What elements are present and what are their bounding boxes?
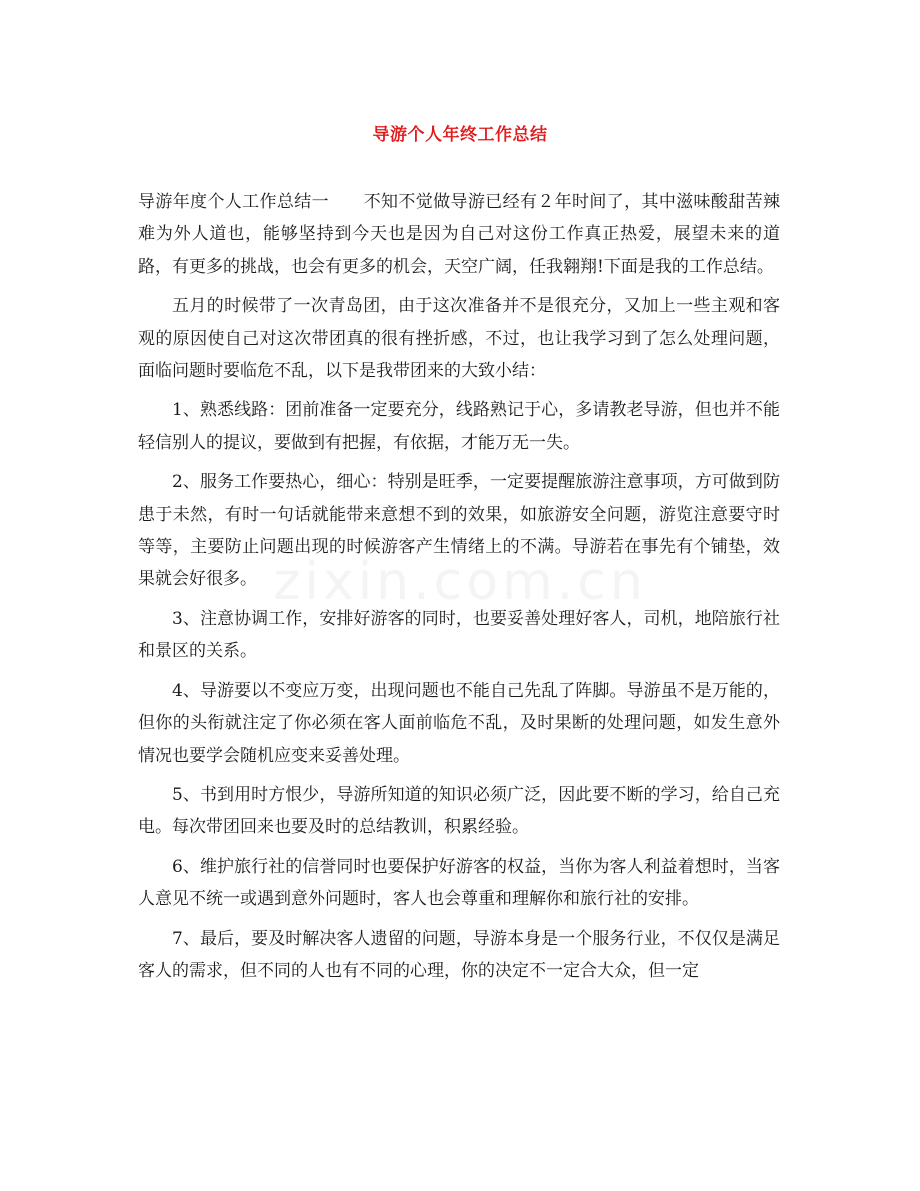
paragraph-item-2: 2、服务工作要热心，细心：特别是旺季，一定要提醒旅游注意事项，方可做到防患于未然，有时一句话就能带来意想不到的效果，如旅游安全问题，游览注意要守时等等，主要防止问题出现的时候游客产生情绪上的不满。导游若在事先有个铺垫，效果就会好很多。 <box>138 472 780 590</box>
paragraph-item-1: 1、熟悉线路：团前准备一定要充分，线路熟记于心，多请教老导游，但也并不能轻信别人的提议，要做到有把握，有依据，才能万无一失。 <box>138 400 780 453</box>
paragraph-intro: 导游年度个人工作总结一 不知不觉做导游已经有２年时间了，其中滋味酸甜苦辣难为外人道也，能够坚持到今天也是因为自己对这份工作真正热爱，展望未来的道路，有更多的挑战，也会有更多的机会，天空广阔，任我翱翔!下面是我的工作总结。 <box>138 192 780 277</box>
paragraph-item-7: 7、最后，要及时解决客人遗留的问题，导游本身是一个服务行业，不仅仅是满足客人的需求，但不同的人也有不同的心理，你的决定不一定合大众，但一定 <box>138 928 780 981</box>
paragraph-qingdao-trip: 五月的时候带了一次青岛团，由于这次准备并不是很充分，又加上一些主观和客观的原因使自己对这次带团真的很有挫折感，不过，也让我学习到了怎么处理问题，面临问题时要临危不乱，以下是我带团来的大致小结： <box>138 296 780 382</box>
paragraph-item-4: 4、导游要以不变应万变，出现问题也不能自己先乱了阵脚。导游虽不是万能的，但你的头衔就注定了你必须在客人面前临危不乱，及时果断的处理问题，如发生意外情况也要学会随机应变来妥善处理。 <box>138 680 780 766</box>
paragraph-item-6: 6、维护旅行社的信誉同时也要保护好游客的权益，当你为客人利益着想时，当客人意见不统一或遇到意外问题时，客人也会尊重和理解你和旅行社的安排。 <box>138 856 780 910</box>
paragraph-item-5: 5、书到用时方恨少，导游所知道的知识必须广泛，因此要不断的学习，给自己充电。每次带团回来也要及时的总结教训，积累经验。 <box>138 784 780 838</box>
watermark: zixin.com.cn <box>273 552 647 612</box>
document-title: 导游个人年终工作总结 <box>372 125 548 145</box>
document-body <box>138 186 780 994</box>
paragraph-item-3: 3、注意协调工作，安排好游客的同时，也要妥善处理好客人，司机，地陪旅行社和景区的关系。 <box>138 608 780 662</box>
